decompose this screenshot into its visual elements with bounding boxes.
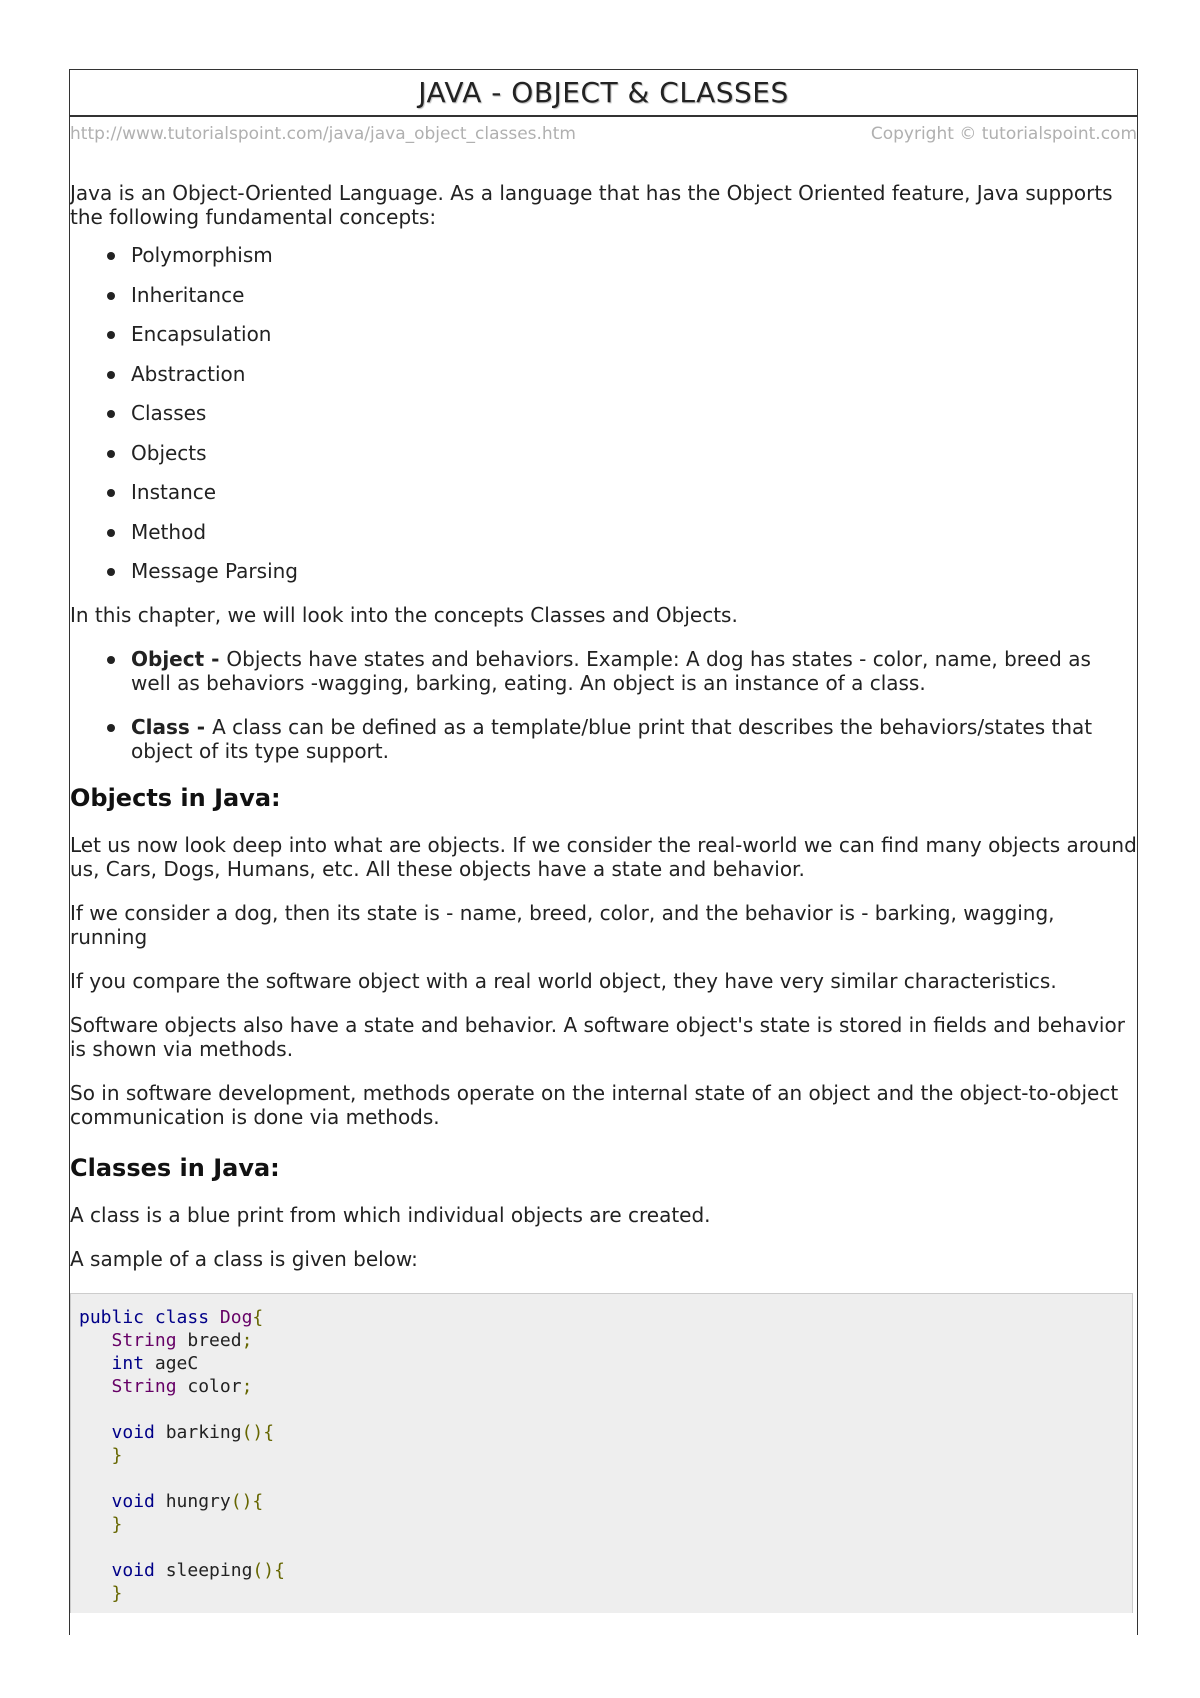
paragraph: If you compare the software object with a real world object, they have very similar characteristics. xyxy=(70,968,1057,993)
code-block xyxy=(70,1293,1133,1613)
definition-text: A class can be defined as a template/blue print that describes the behaviors/states that object of its type support. xyxy=(131,714,1093,763)
definition-term: Class - xyxy=(131,714,213,739)
definition-object xyxy=(70,647,1137,695)
paragraph: If we consider a dog, then its state is - name, breed, color, and the behavior is - barking, wagging, running xyxy=(70,900,1055,949)
list-item: Abstraction xyxy=(70,362,1137,402)
code-line: int ageC xyxy=(111,1352,199,1374)
title-bar xyxy=(70,70,1137,117)
source-url-link[interactable]: http://www.tutorialspoint.com/java/java_object_classes.htm xyxy=(70,124,576,144)
paragraph: A sample of a class is given below: xyxy=(70,1246,418,1271)
meta-row xyxy=(70,117,1137,151)
list-item: Inheritance xyxy=(70,283,1137,323)
list-item: Message Parsing xyxy=(70,559,1137,599)
code-line: void sleeping(){ xyxy=(111,1559,285,1581)
code-line xyxy=(79,1467,1124,1490)
list-item: Classes xyxy=(70,401,1137,441)
heading-objects-in-java: Objects in Java: xyxy=(70,783,281,812)
paragraph: A class is a blue print from which individual objects are created. xyxy=(70,1202,711,1227)
code-line: void hungry(){ xyxy=(111,1490,264,1512)
page-frame xyxy=(69,69,1138,1635)
list-item: Objects xyxy=(70,441,1137,481)
paragraph: So in software development, methods operate on the internal state of an object and the object-to-object communication is done via methods. xyxy=(70,1080,1119,1129)
code-line: public class Dog{ xyxy=(79,1306,264,1328)
code-line: String breed; xyxy=(111,1329,253,1351)
definition-class xyxy=(70,715,1137,763)
code-line: void barking(){ xyxy=(111,1421,275,1443)
list-item: Method xyxy=(70,520,1137,560)
paragraph: Software objects also have a state and behavior. A software object's state is stored in fields and behavior is shown via methods. xyxy=(70,1012,1125,1061)
article-content xyxy=(70,181,1137,1613)
heading-classes-in-java: Classes in Java: xyxy=(70,1153,280,1182)
code-line: } xyxy=(111,1513,123,1535)
code-line: } xyxy=(111,1444,123,1466)
intro-paragraph: Java is an Object-Oriented Language. As a language that has the Object Oriented feature, Java supports the following fundamental concepts: xyxy=(70,181,1113,229)
code-line xyxy=(79,1398,1124,1421)
concepts-list xyxy=(70,243,1137,599)
code-line xyxy=(79,1536,1124,1559)
list-item: Instance xyxy=(70,480,1137,520)
code-line: } xyxy=(111,1582,123,1604)
list-item: Polymorphism xyxy=(70,243,1137,283)
definition-text: Objects have states and behaviors. Example: A dog has states - color, name, breed as well as behaviors -wagging, barking, eating. An object is an instance of a class. xyxy=(131,646,1091,695)
definition-term: Object - xyxy=(131,646,227,671)
copyright-text: Copyright © tutorialspoint.com xyxy=(870,124,1137,144)
chapter-note: In this chapter, we will look into the concepts Classes and Objects. xyxy=(70,602,738,627)
page-title: JAVA - OBJECT & CLASSES xyxy=(418,76,789,109)
code-line: String color; xyxy=(111,1375,253,1397)
list-item: Encapsulation xyxy=(70,322,1137,362)
definitions-list xyxy=(70,647,1137,763)
paragraph: Let us now look deep into what are objects. If we consider the real-world we can find many objects around us, Cars, Dogs, Humans, etc. All these objects have a state and behavior. xyxy=(70,832,1137,881)
